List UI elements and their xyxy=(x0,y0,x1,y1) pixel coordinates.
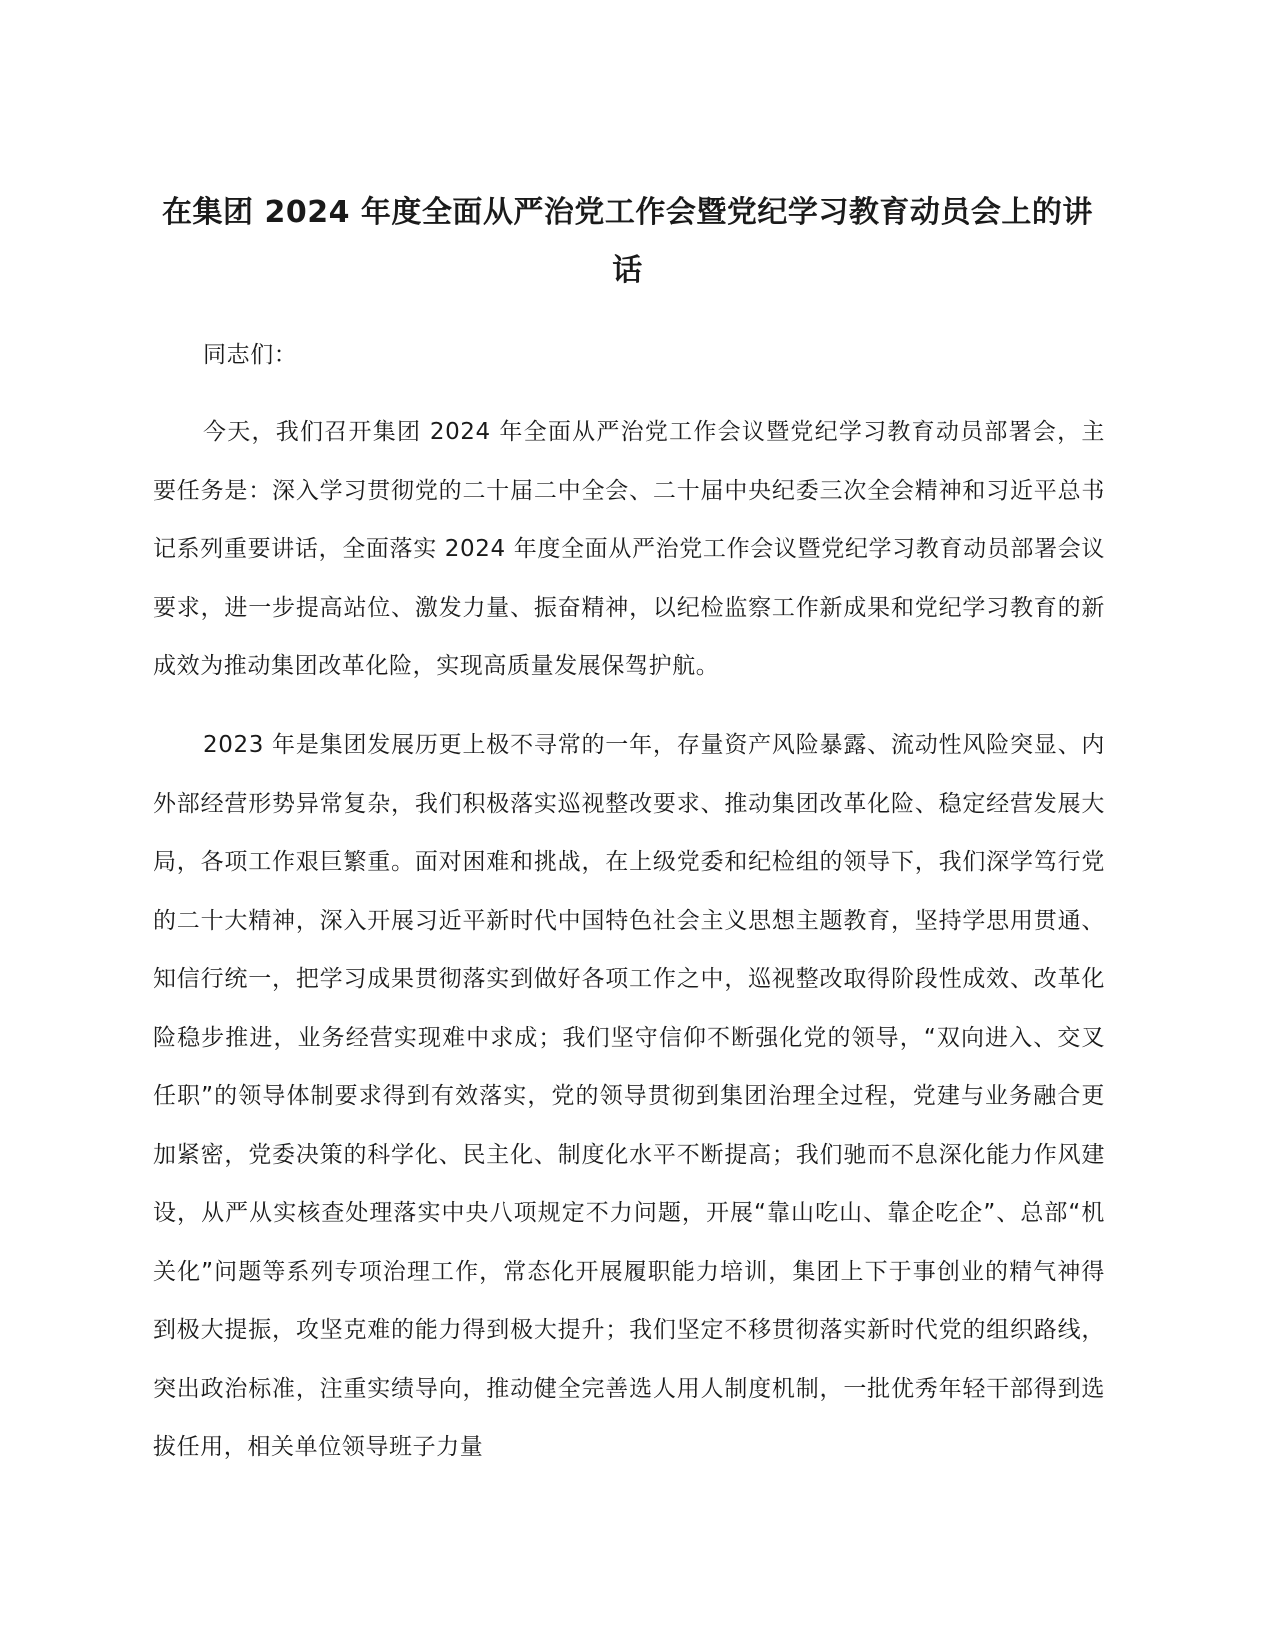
paragraph-1: 今天，我们召开集团 2024 年全面从严治党工作会议暨党纪学习教育动员部署会，主要任务是：深入学习贯彻党的二十届二中全会、二十届中央纪委三次全会精神和习近平总书记系列重要讲话，全面落实 2024 年度全面从严治党工作会议暨党纪学习教育动员部署会议要求，进一步提高站位、激发力量、振奋精神，以纪检监察工作新成果和党纪学习教育的新成效为推动集团改革化险，实现高质量发展保驾护航。 xyxy=(153,419,1105,679)
salutation: 同志们： xyxy=(203,342,298,368)
document-title: 在集团 2024 年度全面从严治党工作会暨党纪学习教育动员会上的讲话 xyxy=(162,195,1093,288)
paragraph-2: 2023 年是集团发展历更上极不寻常的一年，存量资产风险暴露、流动性风险突显、内外部经营形势异常复杂，我们积极落实巡视整改要求、推动集团改革化险、稳定经营发展大局，各项工作艰巨繁重。面对困难和挑战，在上级党委和纪检组的领导下，我们深学笃行党的二十大精神，深入开展习近平新时代中国特色社会主义思想主题教育，坚持学思用贯通、知信行统一，把学习成果贯彻落实到做好各项工作之中，巡视整改取得阶段性成效、改革化险稳步推进，业务经营实现难中求成；我们坚守信仰不断强化党的领导，“双向进入、交叉任职”的领导体制要求得到有效落实，党的领导贯彻到集团治理全过程，党建与业务融合更加紧密，党委决策的科学化、民主化、制度化水平不断提高；我们驰而不息深化能力作风建设，从严从实核查处理落实中央八项规定不力问题，开展“靠山吃山、靠企吃企”、总部“机关化”问题等系列专项治理工作，常态化开展履职能力培训，集团上下于事创业的精气神得到极大提振，攻坚克难的能力得到极大提升；我们坚定不移贯彻落实新时代党的组织路线，突出政治标准，注重实绩导向，推动健全完善选人用人制度机制，一批优秀年轻干部得到选拔任用，相关单位领导班子力量 xyxy=(153,732,1105,1460)
